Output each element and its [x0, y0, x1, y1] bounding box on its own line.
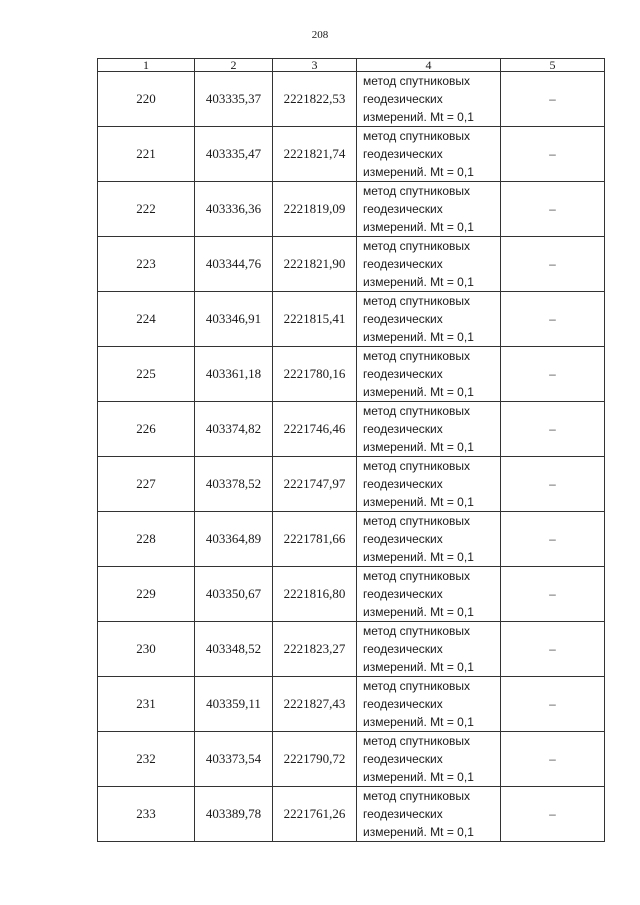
point-number-cell: 230 — [98, 622, 195, 677]
method-line: измерений. Mt = 0,1 — [363, 770, 474, 784]
table-row — [98, 347, 605, 402]
method-line: измерений. Mt = 0,1 — [363, 715, 474, 729]
note-cell: – — [501, 127, 605, 182]
point-number-cell: 223 — [98, 237, 195, 292]
table-row — [98, 622, 605, 677]
header-cell: 5 — [501, 59, 605, 72]
x-coordinate-cell: 403359,11 — [195, 677, 273, 732]
y-coordinate-cell: 2221790,72 — [273, 732, 357, 787]
method-line: измерений. Mt = 0,1 — [363, 165, 474, 179]
x-coordinate-cell: 403378,52 — [195, 457, 273, 512]
x-coordinate-cell: 403336,36 — [195, 182, 273, 237]
method-line: измерений. Mt = 0,1 — [363, 385, 474, 399]
note-cell: – — [501, 732, 605, 787]
method-line: измерений. Mt = 0,1 — [363, 825, 474, 839]
method-line: геодезических — [363, 477, 443, 491]
table-row — [98, 512, 605, 567]
method-line: метод спутниковых — [363, 789, 471, 803]
note-cell: – — [501, 457, 605, 512]
x-coordinate-cell: 403389,78 — [195, 787, 273, 842]
table-row — [98, 292, 605, 347]
x-coordinate-cell: 403350,67 — [195, 567, 273, 622]
y-coordinate-cell: 2221761,26 — [273, 787, 357, 842]
method-cell — [357, 622, 501, 677]
note-cell: – — [501, 512, 605, 567]
header-cell: 4 — [357, 59, 501, 72]
y-coordinate-cell: 2221816,80 — [273, 567, 357, 622]
y-coordinate-cell: 2221821,90 — [273, 237, 357, 292]
method-cell — [357, 567, 501, 622]
method-cell — [357, 677, 501, 732]
method-line: геодезических — [363, 752, 443, 766]
y-coordinate-cell: 2221823,27 — [273, 622, 357, 677]
method-line: измерений. Mt = 0,1 — [363, 275, 474, 289]
note-cell: – — [501, 182, 605, 237]
method-line: измерений. Mt = 0,1 — [363, 220, 474, 234]
point-number-cell: 229 — [98, 567, 195, 622]
table-row — [98, 402, 605, 457]
point-number-cell: 220 — [98, 72, 195, 127]
method-cell — [357, 182, 501, 237]
method-line: измерений. Mt = 0,1 — [363, 330, 474, 344]
method-line: метод спутниковых — [363, 129, 471, 143]
y-coordinate-cell: 2221819,09 — [273, 182, 357, 237]
point-number-cell: 233 — [98, 787, 195, 842]
method-line: геодезических — [363, 367, 443, 381]
method-line: геодезических — [363, 807, 443, 821]
method-line: метод спутниковых — [363, 349, 471, 363]
method-line: геодезических — [363, 422, 443, 436]
x-coordinate-cell: 403335,47 — [195, 127, 273, 182]
point-number-cell: 228 — [98, 512, 195, 567]
method-line: метод спутниковых — [363, 514, 471, 528]
x-coordinate-cell: 403373,54 — [195, 732, 273, 787]
coordinates-table — [97, 58, 605, 842]
point-number-cell: 221 — [98, 127, 195, 182]
method-line: геодезических — [363, 257, 443, 271]
x-coordinate-cell: 403346,91 — [195, 292, 273, 347]
y-coordinate-cell: 2221821,74 — [273, 127, 357, 182]
note-cell: – — [501, 622, 605, 677]
y-coordinate-cell: 2221781,66 — [273, 512, 357, 567]
method-line: метод спутниковых — [363, 239, 471, 253]
note-cell: – — [501, 347, 605, 402]
method-line: метод спутниковых — [363, 404, 471, 418]
method-line: метод спутниковых — [363, 74, 471, 88]
table-row — [98, 787, 605, 842]
y-coordinate-cell: 2221815,41 — [273, 292, 357, 347]
table-row — [98, 732, 605, 787]
table-row — [98, 677, 605, 732]
method-line: метод спутниковых — [363, 569, 471, 583]
table-row — [98, 127, 605, 182]
method-line: геодезических — [363, 147, 443, 161]
table-header-row — [98, 59, 605, 72]
method-line: метод спутниковых — [363, 184, 471, 198]
table-row — [98, 567, 605, 622]
method-line: измерений. Mt = 0,1 — [363, 440, 474, 454]
x-coordinate-cell: 403348,52 — [195, 622, 273, 677]
x-coordinate-cell: 403374,82 — [195, 402, 273, 457]
method-line: метод спутниковых — [363, 679, 471, 693]
table-row — [98, 72, 605, 127]
method-cell — [357, 457, 501, 512]
header-cell: 2 — [195, 59, 273, 72]
note-cell: – — [501, 237, 605, 292]
method-line: метод спутниковых — [363, 294, 471, 308]
method-cell — [357, 127, 501, 182]
header-cell: 1 — [98, 59, 195, 72]
point-number-cell: 222 — [98, 182, 195, 237]
method-line: геодезических — [363, 642, 443, 656]
method-line: измерений. Mt = 0,1 — [363, 550, 474, 564]
x-coordinate-cell: 403344,76 — [195, 237, 273, 292]
page-number: 208 — [311, 29, 329, 41]
method-line: метод спутниковых — [363, 734, 471, 748]
point-number-cell: 232 — [98, 732, 195, 787]
method-cell — [357, 292, 501, 347]
method-cell — [357, 402, 501, 457]
note-cell: – — [501, 402, 605, 457]
method-line: измерений. Mt = 0,1 — [363, 110, 474, 124]
y-coordinate-cell: 2221827,43 — [273, 677, 357, 732]
method-line: измерений. Mt = 0,1 — [363, 495, 474, 509]
method-cell — [357, 787, 501, 842]
method-line: геодезических — [363, 202, 443, 216]
y-coordinate-cell: 2221747,97 — [273, 457, 357, 512]
method-line: геодезических — [363, 587, 443, 601]
method-line: геодезических — [363, 312, 443, 326]
method-cell — [357, 732, 501, 787]
method-line: метод спутниковых — [363, 624, 471, 638]
method-line: геодезических — [363, 532, 443, 546]
header-cell: 3 — [273, 59, 357, 72]
method-cell — [357, 347, 501, 402]
point-number-cell: 227 — [98, 457, 195, 512]
method-line: геодезических — [363, 92, 443, 106]
table-row — [98, 182, 605, 237]
method-line: геодезических — [363, 697, 443, 711]
note-cell: – — [501, 567, 605, 622]
x-coordinate-cell: 403335,37 — [195, 72, 273, 127]
point-number-cell: 224 — [98, 292, 195, 347]
y-coordinate-cell: 2221780,16 — [273, 347, 357, 402]
point-number-cell: 226 — [98, 402, 195, 457]
note-cell: – — [501, 677, 605, 732]
note-cell: – — [501, 292, 605, 347]
x-coordinate-cell: 403364,89 — [195, 512, 273, 567]
method-line: измерений. Mt = 0,1 — [363, 605, 474, 619]
method-line: измерений. Mt = 0,1 — [363, 660, 474, 674]
y-coordinate-cell: 2221822,53 — [273, 72, 357, 127]
point-number-cell: 225 — [98, 347, 195, 402]
note-cell: – — [501, 787, 605, 842]
table-row — [98, 457, 605, 512]
x-coordinate-cell: 403361,18 — [195, 347, 273, 402]
table-row — [98, 237, 605, 292]
method-cell — [357, 72, 501, 127]
method-line: метод спутниковых — [363, 459, 471, 473]
point-number-cell: 231 — [98, 677, 195, 732]
method-cell — [357, 512, 501, 567]
y-coordinate-cell: 2221746,46 — [273, 402, 357, 457]
method-cell — [357, 237, 501, 292]
note-cell: – — [501, 72, 605, 127]
